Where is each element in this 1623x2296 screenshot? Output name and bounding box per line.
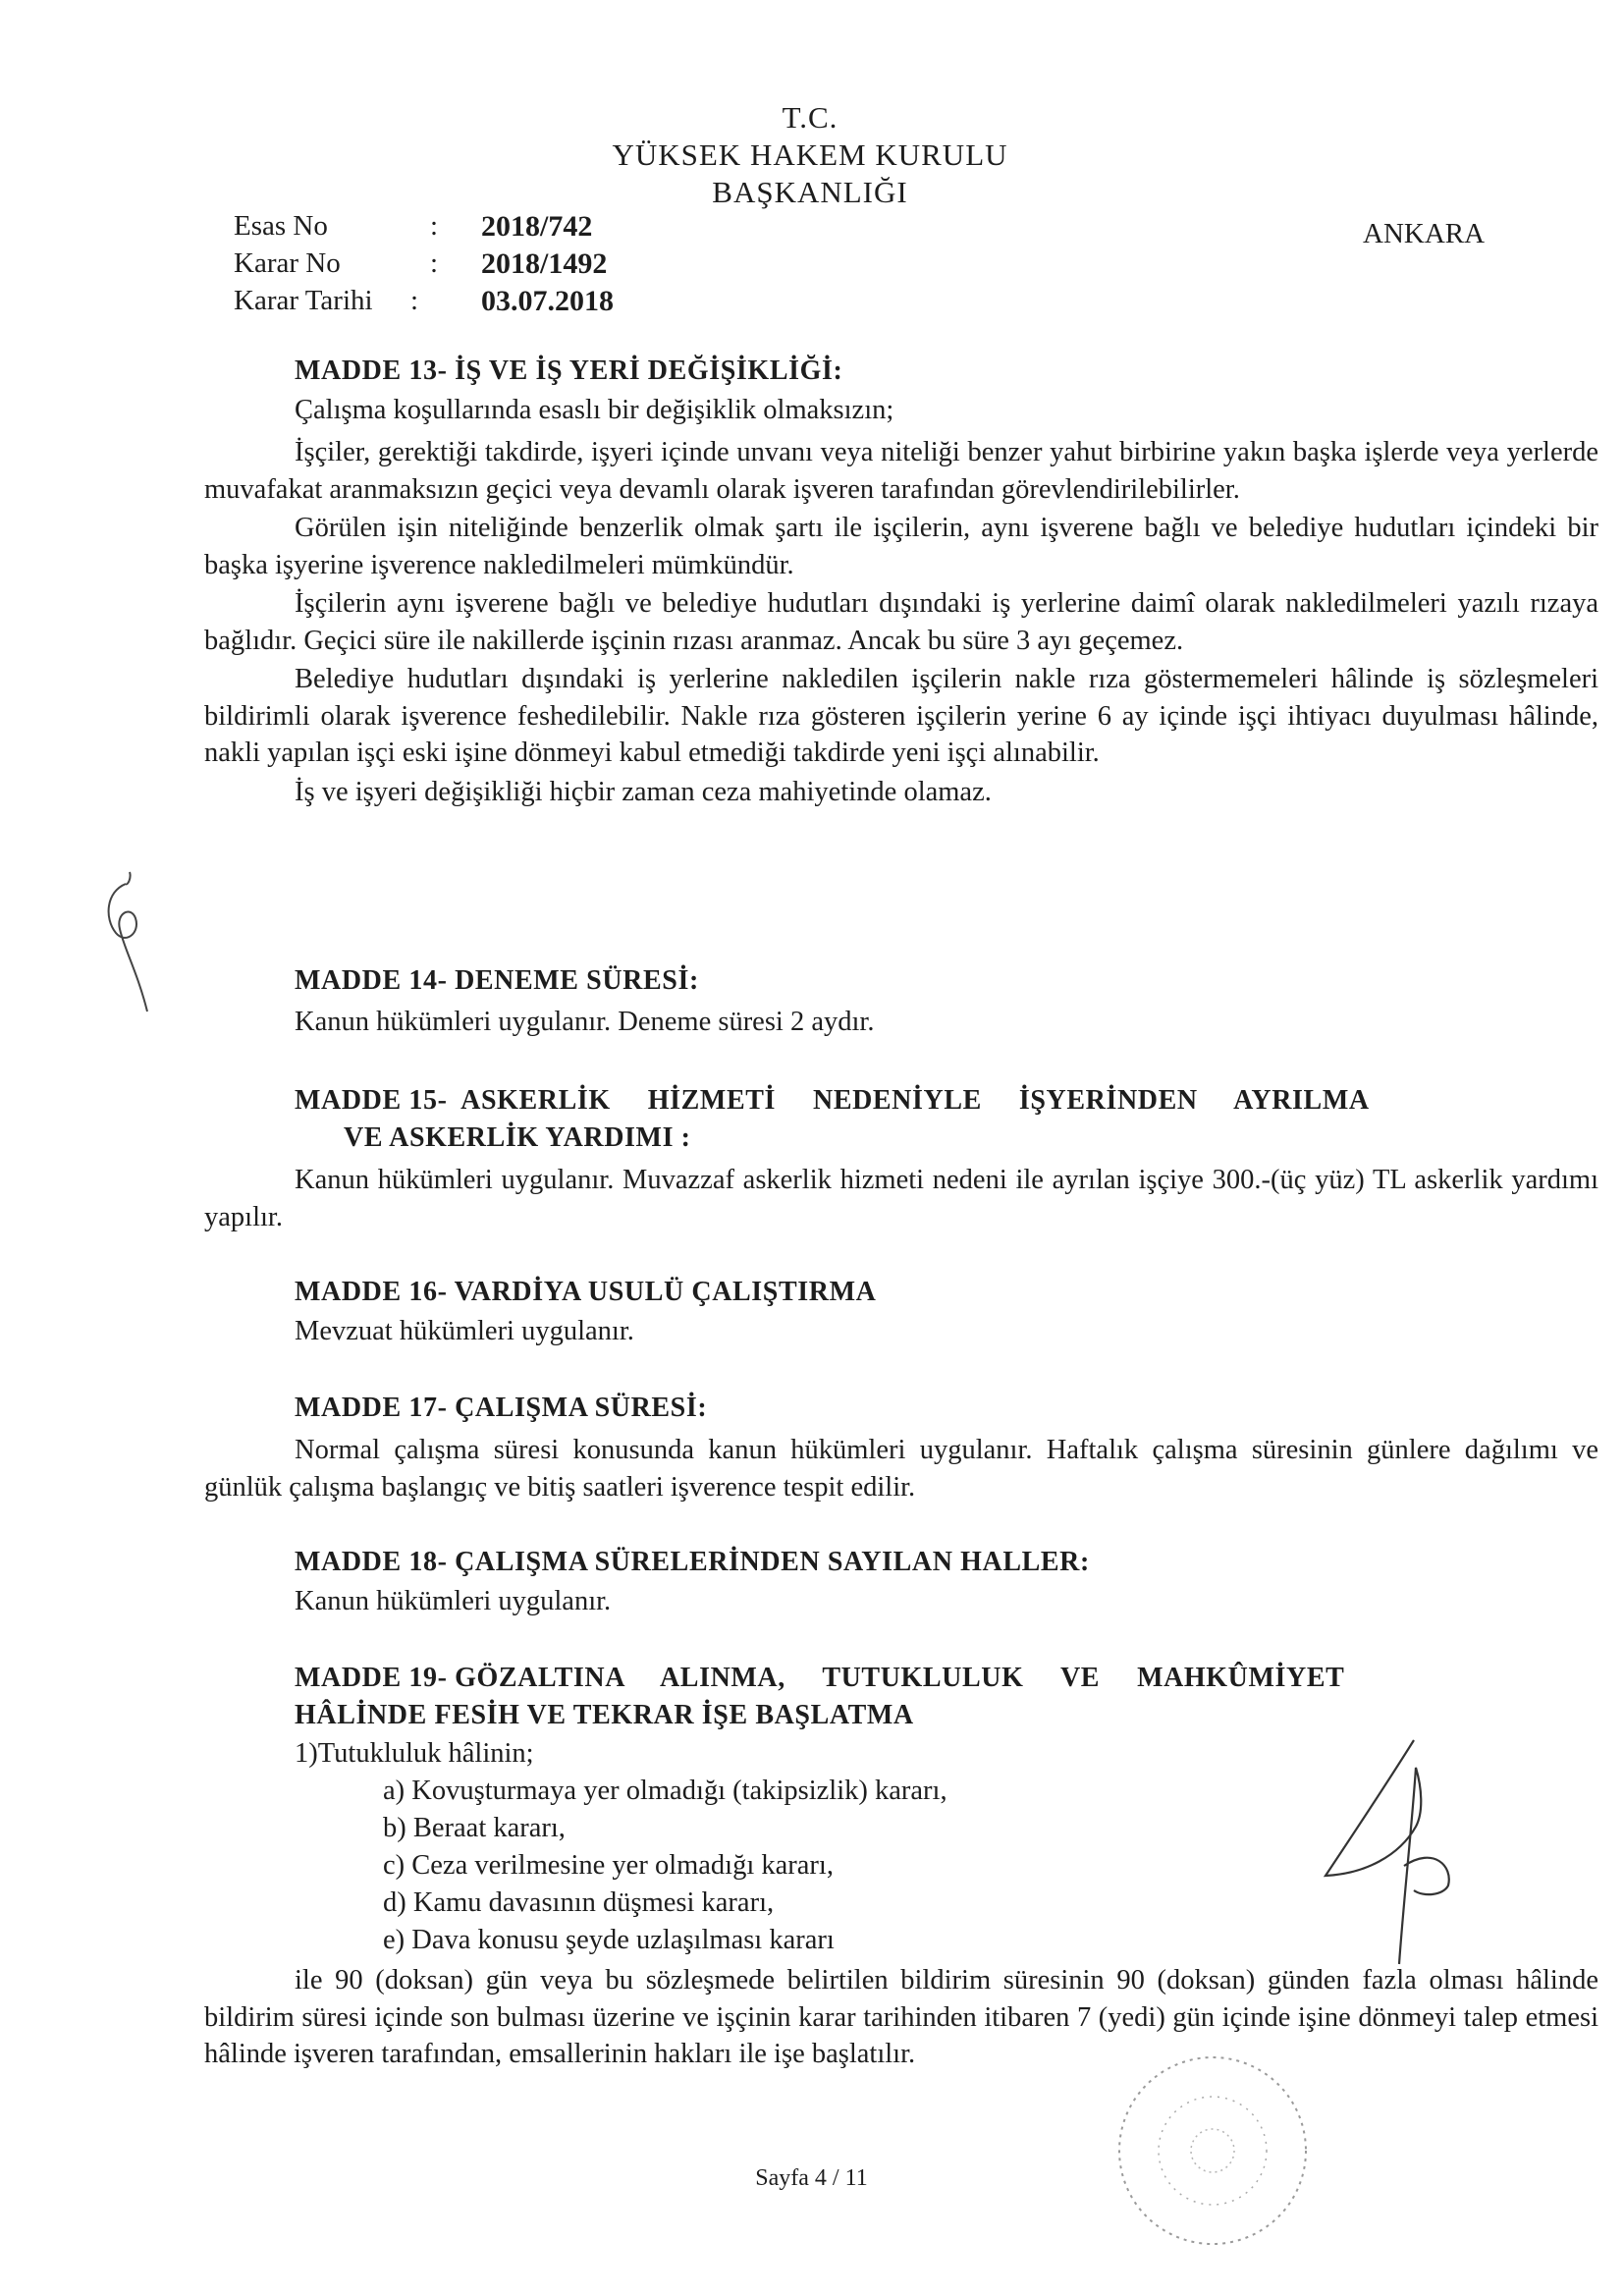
madde-19-item-b: b) Beraat kararı, [383,1813,566,1843]
header-city: ANKARA [1363,218,1486,249]
karar-label: Karar No [234,247,341,279]
karar-value: 2018/1492 [481,247,608,280]
madde-16-heading: MADDE 16- VARDİYA USULÜ ÇALIŞTIRMA [295,1277,877,1307]
page-number: Sayfa 4 / 11 [755,2165,868,2191]
esas-value: 2018/742 [481,210,593,243]
madde-13-body [204,434,1598,810]
handwritten-signature-right [1306,1728,1483,1984]
tarih-value: 03.07.2018 [481,285,614,317]
header-institution: YÜKSEK HAKEM KURULU [612,137,1008,172]
madde-19-intro: 1)Tutukluluk hâlinin; [295,1738,534,1769]
header-tc: T.C. [782,100,839,135]
madde-14-p1: Kanun hükümleri uygulanır. Deneme süresi 2 aydır. [295,1007,875,1037]
madde-15-heading-line2: VE ASKERLİK YARDIMI : [344,1122,691,1153]
madde-15-body [204,1162,1598,1235]
madde-14-heading: MADDE 14- DENEME SÜRESİ: [295,965,699,996]
madde-13-p4: İşçilerin aynı işverene bağlı ve belediye hudutları dışındaki iş yerlerine daimî olarak nakledilmeleri yazılı rızaya bağlıdır. Geçici süre ile nakillerde işçinin rızası aranmaz. Ancak bu süre 3 ayı geçemez. [204,588,1598,656]
madde-13-heading: MADDE 13- İŞ VE İŞ YERİ DEĞİŞİKLİĞİ: [295,355,843,386]
madde-19-heading-line1: MADDE 19- GÖZALTINA ALINMA, TUTUKLULUK VE MAHKÛMİYET [295,1663,1345,1693]
madde-19-heading-line2: HÂLİNDE FESİH VE TEKRAR İŞE BAŞLATMA [295,1700,914,1730]
handwritten-initial-left [86,864,175,1041]
madde-18-p1: Kanun hükümleri uygulanır. [295,1586,612,1616]
madde-13-p6: İş ve işyeri değişikliği hiçbir zaman ceza mahiyetinde olamaz. [295,776,992,807]
header-office: BAŞKANLIĞI [712,175,908,209]
madde-19-p1: ile 90 (doksan) gün veya bu sözleşmede belirtilen bildirim süresinin 90 (doksan) günden fazla olması hâlinde bildirim süresi içinde son bulması üzerine ve işçinin karar tarihinden itibaren 7 (yedi) gün içinde işine dönmeyi talep etmesi hâlinde işveren tarafından, emsallerinin hakları ile işe başlatılır. [204,1965,1598,2069]
madde-16-p1: Mevzuat hükümleri uygulanır. [295,1316,634,1346]
esas-label: Esas No [234,210,328,242]
madde-17-heading: MADDE 17- ÇALIŞMA SÜRESİ: [295,1393,708,1423]
madde-18-heading: MADDE 18- ÇALIŞMA SÜRELERİNDEN SAYILAN HALLER: [295,1547,1090,1577]
stamp-seal [1065,2043,1360,2278]
madde-15-heading-line1: MADDE 15- ASKERLİK HİZMETİ NEDENİYLE İŞYERİNDEN AYRILMA [295,1085,1370,1116]
madde-17-p1: Normal çalışma süresi konusunda kanun hükümleri uygulanır. Haftalık çalışma süresinin günlere dağılımı ve günlük çalışma başlangıç ve bitiş saatleri işverence tespit edilir. [204,1435,1598,1503]
madde-17-body [204,1432,1598,1505]
madde-15-p1: Kanun hükümleri uygulanır. Muvazzaf askerlik hizmeti nedeni ile ayrılan işçiye 300.-(üç yüz) TL askerlik yardımı yapılır. [204,1165,1598,1232]
tarih-label: Karar Tarihi [234,285,373,316]
madde-13-p3: Görülen işin niteliğinde benzerlik olmak şartı ile işçilerin, aynı işverene bağlı ve belediye hudutları içindeki bir başka işyerine işverence nakledilmeleri mümkündür. [204,513,1598,580]
esas-sep: : [430,210,439,242]
madde-19-item-c: c) Ceza verilmesine yer olmadığı kararı, [383,1850,834,1881]
karar-sep: : [430,247,439,279]
madde-19-item-e: e) Dava konusu şeyde uzlaşılması kararı [383,1925,835,1955]
madde-13-p5: Belediye hudutları dışındaki iş yerlerine nakledilen işçilerin nakle rıza göstermemeleri hâlinde iş sözleşmeleri bildirimli olarak işverence feshedilebilir. Nakle rıza gösteren işçilerin yerine 6 ay içinde işçi ihtiyacı duyulması hâlinde, nakli yapılan işçi eski işine dönmeyi kabul etmediği takdirde yeni işçi alınabilir. [204,664,1598,768]
madde-13-p1: Çalışma koşullarında esaslı bir değişiklik olmaksızın; [295,395,894,425]
madde-19-item-d: d) Kamu davasının düşmesi kararı, [383,1887,775,1918]
madde-13-p2: İşçiler, gerektiği takdirde, işyeri içinde unvanı veya niteliği benzer yahut birbirine yakın başka işlerde veya yerlerde muvafakat aranmaksızın geçici veya devamlı olarak işveren tarafından görevlendirilebilirler. [204,437,1598,505]
tarih-sep: : [410,285,419,316]
madde-19-item-a: a) Kovuşturmaya yer olmadığı (takipsizlik) kararı, [383,1776,947,1806]
